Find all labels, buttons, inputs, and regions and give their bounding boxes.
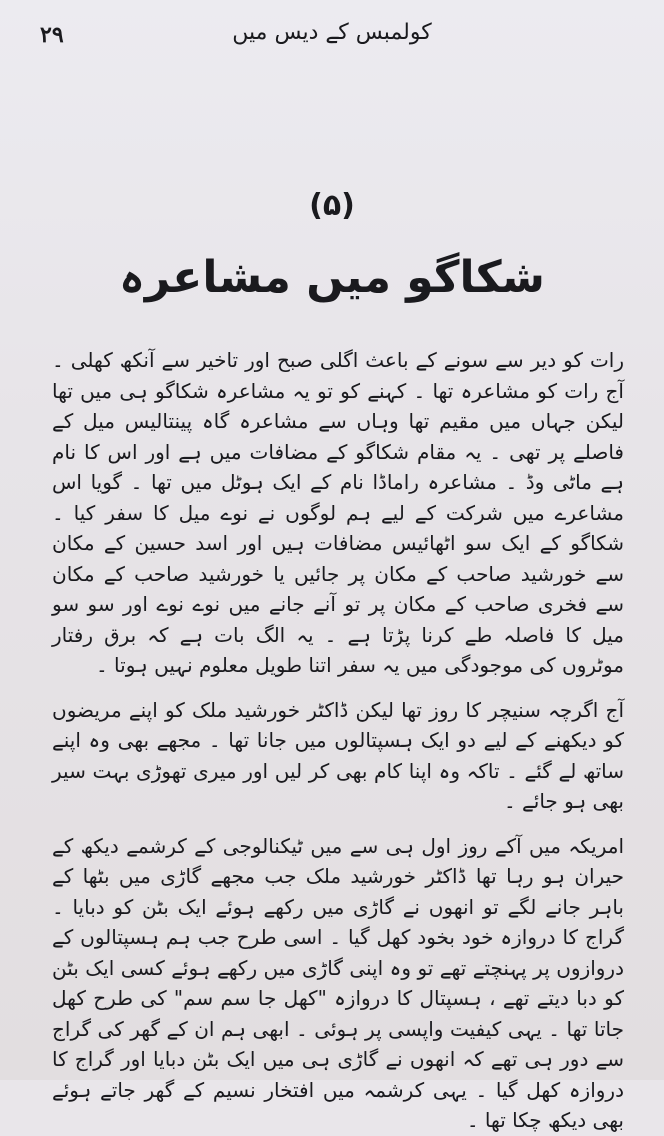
page-number: ۲۹ bbox=[40, 22, 64, 48]
paragraph-2: آج اگرچہ سنیچر کا روز تھا لیکن ڈاکٹر خورشید ملک کو اپنے مریضوں کو دیکھنے کے لیے دو ایک ہسپتالوں میں جانا تھا ۔ مجھے بھی وہ اپنے ساتھ لے گئے ۔ تاکہ وہ اپنا کام بھی کر لیں اور میری تھوڑی بہت سیر بھی ہو جائے ۔ bbox=[52, 697, 624, 813]
paragraph-1: رات کو دیر سے سونے کے باعث اگلی صبح اور تاخیر سے آنکھ کھلی ۔ آج رات کو مشاعرہ تھا ۔ کہنے کو تو یہ مشاعرہ شکاگو ہی میں تھا لیکن جہاں میں مقیم تھا وہاں سے مشاعرہ گاہ پینتالیس میل کے فاصلے پر تھی ۔ یہ مقام شکاگو کے مضافات میں ہے اور اس کا نام ہے ماٹی وڈ ۔ مشاعرہ راماڈا نام کے ایک ہوٹل میں تھا ۔ گویا اس مشاعرے میں شرکت کے لیے ہم لوگوں نے نوے میل کا سفر کیا ۔ شکاگو کے ایک سو اٹھائیس مضافات ہیں اور اسد حسین کے مکان سے خورشید صاحب کے مکان پر جائیں یا خورشید صاحب کے مکان سے فخری صاحب کے مکان پر تو آنے جانے میں نوے نوے اور سو سو میل کا فاصلہ طے کرنا پڑتا ہے ۔ یہ الگ بات ہے کہ برق رفتار موٹروں کی موجودگی میں یہ سفر اتنا طویل معلوم نہیں ہوتا ۔ bbox=[52, 348, 624, 677]
chapter-title: شکاگو میں مشاعرہ bbox=[119, 252, 545, 303]
chapter-number: (۵) bbox=[309, 188, 355, 223]
body-text bbox=[52, 345, 624, 1136]
paragraph-3: امریکہ میں آکے روز اول ہی سے میں ٹیکنالوجی کے کرشمے دیکھ کے حیران ہو رہا تھا ڈاکٹر خورشید ملک جب مجھے گاڑی میں بٹھا کے باہر جانے لگے تو انھوں نے گاڑی میں رکھے ہوئے ایک بٹن کو دبایا ۔ گراج کا دروازہ خود بخود کھل گیا ۔ اسی طرح جب ہم ہسپتالوں کے دروازوں پر پہنچتے تھے تو وہ اپنی گاڑی میں رکھے ہوئے کسی ایک بٹن کو دبا دیتے تھے ، ہسپتال کا دروازہ "کھل جا سم سم" کی طرح کھل جاتا تھا ۔ یہی کیفیت واپسی پر ہوئی ۔ ابھی ہم ان کے گھر کی گراج سے دور ہی تھے کہ انھوں نے گاڑی ہی میں ایک بٹن دبایا اور گراج کا دروازہ کھل گیا ۔ یہی کرشمہ میں افتخار نسیم کے گھر جاتے ہوئے بھی دیکھ چکا تھا ۔ bbox=[52, 833, 624, 1132]
running-head: کولمبس کے دیس میں bbox=[232, 20, 432, 45]
